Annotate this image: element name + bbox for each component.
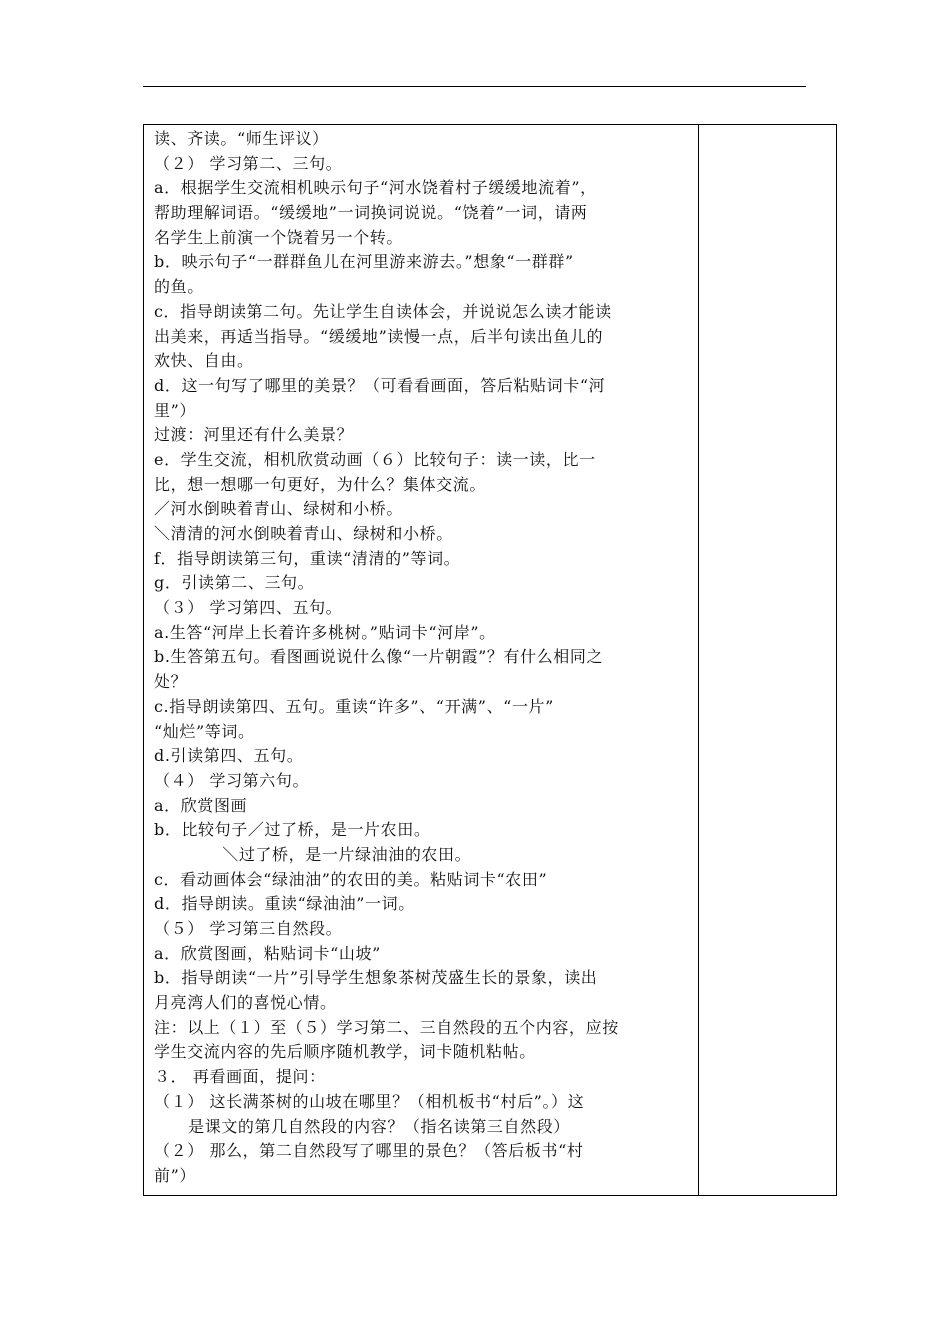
notes-cell <box>700 125 836 1195</box>
text-line: b．比较句子／过了桥，是一片农田。 <box>154 820 431 840</box>
text-line: 的鱼。 <box>154 277 204 297</box>
text-line: b．映示句子“一群群鱼儿在河里游来游去。”想象“一群群” <box>154 252 574 272</box>
text-line: c.指导朗读第四、五句。重读“许多”、“开满”、“一片” <box>154 696 554 716</box>
lesson-table <box>143 124 837 1196</box>
text-line: a.生答“河岸上长着许多桃树。”贴词卡“河岸”。 <box>154 622 496 642</box>
text-line: 处？ <box>154 672 188 692</box>
text-line: （１） 这长满茶树的山坡在哪里？（相机板书“村后”。）这 <box>154 1091 585 1111</box>
text-line: 过渡：河里还有什么美景？ <box>154 425 354 445</box>
column-divider <box>698 125 699 1195</box>
text-line: 前”） <box>154 1165 196 1185</box>
text-line: g．引读第二、三句。 <box>154 573 315 593</box>
text-line: ＼过了桥，是一片绿油油的农田。 <box>154 844 472 864</box>
text-line: 读、齐读。“师生评议） <box>154 129 329 148</box>
text-line: 名学生上前演一个饶着另一个转。 <box>154 227 404 247</box>
text-line: （２） 学习第二、三句。 <box>154 153 343 173</box>
text-line: （２） 那么，第二自然段写了哪里的景色？（答后板书“村 <box>154 1141 584 1161</box>
text-line: 学生交流内容的先后顺序随机教学，词卡随机粘帖。 <box>154 1042 536 1062</box>
text-line: d．这一句写了哪里的美景？（可看看画面，答后粘贴词卡“河 <box>154 375 606 395</box>
text-line: （５） 学习第三自然段。 <box>154 919 343 938</box>
text-line: 出美来，再适当指导。“缓缓地”读慢一点，后半句读出鱼儿的 <box>154 326 604 346</box>
text-line: （３） 学习第四、五句。 <box>154 598 343 618</box>
text-line: 是课文的第几自然段的内容？（指名读第三自然段） <box>154 1116 570 1136</box>
text-line: d.引读第四、五句。 <box>154 746 304 766</box>
text-line: e．学生交流，相机欣赏动画（６）比较句子：读一读，比一 <box>154 449 596 469</box>
text-line: 月亮湾人们的喜悦心情。 <box>154 993 337 1013</box>
text-line: f．指导朗读第三句，重读“清清的”等词。 <box>154 548 461 568</box>
text-line: 帮助理解词语。“缓缓地”一词换词说说。“饶着”一词，请两 <box>154 203 588 223</box>
text-line: a．欣赏图画 <box>154 795 248 815</box>
text-line: d．指导朗读。重读“绿油油”一词。 <box>154 894 415 914</box>
text-line: a．欣赏图画，粘贴词卡“山坡” <box>154 943 381 963</box>
text-line: b.生答第五句。看图画说说什么像“一片朝霞”？有什么相同之 <box>154 647 604 667</box>
text-line: ＼清清的河水倒映着青山、绿树和小桥。 <box>154 524 453 543</box>
header-rule <box>143 86 806 87</box>
text-line: “灿烂”等词。 <box>154 721 255 741</box>
text-line: 注：以上（１）至（５）学习第二、三自然段的五个内容，应按 <box>154 1017 619 1037</box>
text-line: c．看动画体会“绿油油”的农田的美。粘贴词卡“农田” <box>154 869 548 889</box>
text-line: ／河水倒映着青山、绿树和小桥。 <box>154 499 404 519</box>
text-line: b．指导朗读“一片”引导学生想象茶树茂盛生长的景象，读出 <box>154 968 598 988</box>
text-line: ３． 再看画面，提问： <box>154 1067 326 1087</box>
text-line: a．根据学生交流相机映示句子“河水饶着村子缓缓地流着”， <box>154 178 597 198</box>
text-line: （４） 学习第六句。 <box>154 770 310 790</box>
text-line: 比，想一想哪一句更好，为什么？集体交流。 <box>154 474 487 494</box>
text-line: c．指导朗读第二句。先让学生自读体会，并说说怎么读才能读 <box>154 301 612 321</box>
text-line: 里”） <box>154 400 196 420</box>
text-line: 欢快、自由。 <box>154 351 254 371</box>
lesson-content-cell <box>154 127 694 1189</box>
